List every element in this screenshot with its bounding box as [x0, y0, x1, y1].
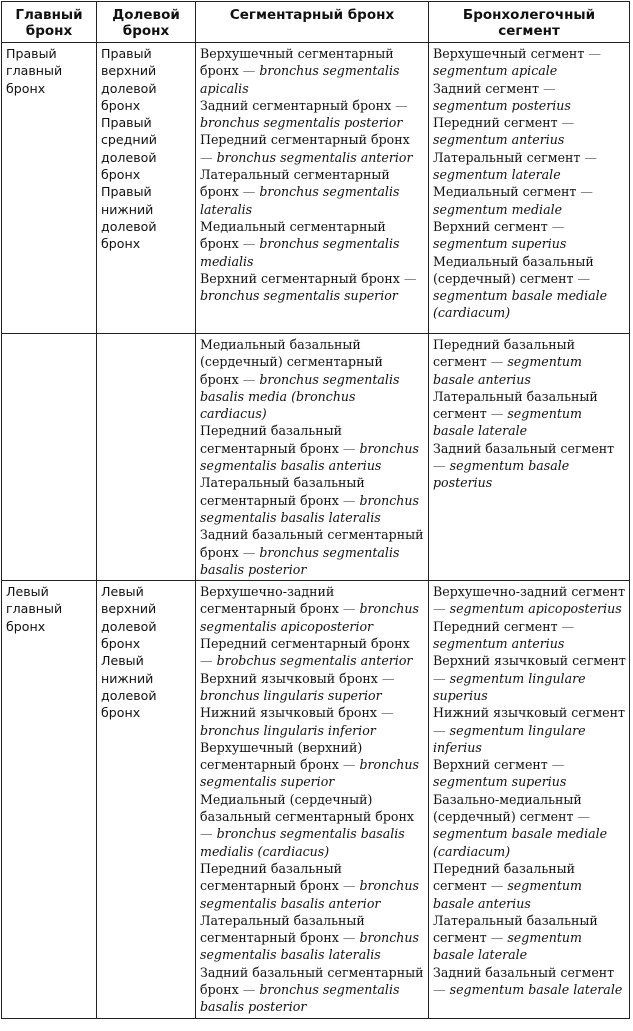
- table-body: [2, 43, 630, 1019]
- segmental-bronchus-cell: [196, 334, 429, 581]
- segment-item-ru: Задний базальный сегмент: [433, 964, 615, 980]
- segment-item-ru: Передний сегмент: [433, 618, 558, 634]
- segmental-bronchus-item-ru: Передний сегментарный бронх: [200, 132, 410, 148]
- segmental-bronchus-item: [200, 422, 425, 474]
- segmental-bronchus-item: [200, 964, 425, 1016]
- segment-item-ru: Латеральный базальный сегмент: [433, 388, 598, 422]
- lobar-bronchus-item: Левый нижний долевой бронх: [101, 653, 157, 721]
- segment-item-ru: Верхушечно-задний сегмент: [433, 584, 626, 600]
- dash-separator: —: [200, 149, 213, 165]
- lobar-bronchus-cell: [97, 334, 196, 581]
- segment-item-ru: Передний сегмент: [433, 115, 558, 131]
- segmental-bronchus-item-ru: Задний сегментарный бронх: [200, 97, 392, 113]
- main-bronchus-cell: Левый главный бронх: [2, 581, 97, 1018]
- segment-item-latin: segmentum superius: [433, 236, 567, 252]
- segment-item: [433, 440, 626, 492]
- segment-item-ru: Медиальный сегмент: [433, 184, 577, 200]
- segmental-bronchus-item-latin: bronchus segmentalis medialis: [200, 236, 400, 269]
- dash-separator: —: [200, 826, 213, 842]
- dash-separator: —: [490, 930, 504, 946]
- segment-item-latin: segmentum anterius: [433, 636, 565, 652]
- segmental-bronchus-item-latin: bronchus segmentalis basalis lateralis: [200, 930, 419, 963]
- segmental-bronchus-item-latin: bronchus segmentalis anterior: [216, 149, 413, 165]
- segmental-bronchus-item: [200, 97, 425, 132]
- segment-item: [433, 912, 626, 964]
- segment-item: [433, 756, 626, 791]
- segment-item-latin: segmentum basale mediale: [433, 288, 608, 304]
- segmental-bronchus-item-latin: brobchus segmentalis anterior: [216, 653, 413, 669]
- segment-item-latin: segmentum posterius: [433, 97, 571, 113]
- segment-item-ru: Медиальный базальный (сердечный) сегмент: [433, 253, 594, 286]
- segmental-bronchus-item-ru: Передний сегментарный бронх: [200, 636, 410, 652]
- segmental-bronchus-item: [200, 583, 425, 635]
- segment-item: [433, 860, 626, 912]
- dash-separator: —: [403, 270, 417, 286]
- segmental-bronchus-cell: [196, 43, 429, 334]
- segment-item-ru: Верхушечный сегмент: [433, 46, 585, 61]
- segmental-bronchus-item-latin: bronchus lingularis inferior: [200, 722, 376, 738]
- segment-item-latin: segmentum basale anterius: [433, 878, 582, 911]
- segmental-bronchus-item-latin: bronchus lingularis superior: [200, 687, 382, 703]
- dash-separator: —: [381, 670, 395, 686]
- header-bronchopulmonary-segment: Бронхолегочный сегмент: [429, 2, 630, 43]
- segmental-bronchus-item: [200, 670, 425, 705]
- dash-separator: —: [490, 354, 504, 370]
- segmental-bronchus-item-ru: Латеральный базальный сегментарный бронх: [200, 912, 365, 946]
- dash-separator: —: [577, 270, 591, 286]
- segmental-bronchus-item-latin: bronchus segmentalis lateralis: [200, 184, 400, 217]
- table-row: [2, 581, 630, 1018]
- segmental-bronchus-item-latin: bronchus segmentalis superior: [200, 757, 419, 790]
- segment-item-ru: Латеральный сегмент: [433, 149, 581, 165]
- lobar-bronchus-cell: [97, 581, 196, 1018]
- segment-item-latin: segmentum lingulare superius: [433, 670, 586, 703]
- segmental-bronchus-item: [200, 791, 425, 860]
- segment-item-latin: segmentum basale laterale: [433, 406, 582, 439]
- segmental-bronchus-item-ru: Верхний язычковый бронх: [200, 670, 378, 686]
- segment-item: [433, 652, 626, 704]
- segmental-bronchus-item: [200, 526, 425, 578]
- segmental-bronchus-item-latin: bronchus segmentalis basalis lateralis: [200, 492, 419, 525]
- dash-separator: —: [561, 115, 575, 131]
- segment-item-latin: segmentum anterius: [433, 132, 565, 148]
- table-header-row: [2, 2, 630, 43]
- header-lobar-bronchus: Долевой бронх: [97, 2, 196, 43]
- header-main-bronchus: Главный бронх: [2, 2, 97, 43]
- dash-separator: —: [395, 97, 408, 113]
- dash-separator: —: [433, 601, 446, 617]
- lobar-bronchus-item: Правый средний долевой бронх: [101, 115, 157, 183]
- dash-separator: —: [342, 878, 356, 894]
- segment-item: [433, 791, 626, 860]
- segment-item: [433, 218, 626, 253]
- segmental-bronchus-item-latin: bronchus segmentalis basalis anterius: [200, 440, 419, 474]
- segmental-bronchus-item-ru: Медиальный базальный (сердечный) сегментарный бронх: [200, 337, 383, 387]
- dash-separator: —: [342, 757, 356, 773]
- segmental-bronchus-item-latin: bronchus segmentalis basalis posterior: [200, 981, 400, 1015]
- segment-item: [433, 704, 626, 756]
- lobar-bronchus-cell: [97, 43, 196, 334]
- segmental-bronchus-item: [200, 635, 425, 670]
- segmental-bronchus-item: [200, 860, 425, 912]
- segmental-bronchus-item: [200, 704, 425, 739]
- lobar-bronchus-item: Левый верхний долевой бронх: [101, 584, 157, 652]
- dash-separator: —: [588, 46, 601, 61]
- segment-item-latin: segmentum basale posterius: [433, 458, 570, 491]
- segmental-bronchus-item-ru: Задний базальный сегментарный бронх: [200, 527, 424, 560]
- segmental-bronchus-item-ru: Верхний сегментарный бронх: [200, 270, 400, 286]
- segment-item-ru: Базально-медиальный (сердечный) сегмент: [433, 791, 582, 825]
- segmental-bronchus-item-ru: Медиальный (сердечный) базальный сегментарный бронх: [200, 791, 414, 825]
- segmental-bronchus-item-ru: Нижний язычковый бронх: [200, 705, 377, 721]
- dash-separator: —: [242, 981, 256, 997]
- segment-item: [433, 583, 626, 618]
- segmental-bronchus-item: [200, 131, 425, 166]
- dash-separator: —: [342, 440, 356, 456]
- segmental-bronchus-item-ru: Медиальный сегментарный бронх: [200, 218, 386, 252]
- segment-item-ru: Задний сегмент: [433, 80, 540, 96]
- segmental-bronchus-item-latin: bronchus segmentalis basalis posterior: [200, 544, 400, 577]
- segmental-bronchus-item-latin: bronchus segmentalis posterior: [200, 115, 403, 131]
- bronchi-table: [1, 1, 630, 1019]
- segment-item-latin: segmentum basale laterale: [449, 981, 623, 997]
- segment-item-latin: segmentum lingulare inferius: [433, 722, 586, 755]
- main-bronchus-cell: [2, 334, 97, 581]
- segmental-bronchus-item-ru: Задний базальный сегментарный бронх: [200, 964, 424, 997]
- segment-item: [433, 183, 626, 218]
- segment-item: [433, 253, 626, 322]
- segment-item-ru: Верхний язычковый сегмент: [433, 653, 626, 669]
- segment-item: [433, 45, 626, 80]
- segment-item-latin: segmentum mediale: [433, 201, 563, 217]
- dash-separator: —: [561, 618, 575, 634]
- segment-item: [433, 149, 626, 184]
- segment-item-latin: segmentum apicoposterius: [449, 601, 622, 617]
- dash-separator: —: [433, 458, 446, 474]
- bronchopulmonary-segment-cell: [429, 581, 630, 1018]
- segment-item-ru: Задний базальный сегмент: [433, 440, 615, 456]
- dash-separator: —: [242, 544, 256, 560]
- segmental-bronchus-item-ru: Латеральный сегментарный бронх: [200, 167, 390, 200]
- bronchopulmonary-segment-cell: [429, 43, 630, 334]
- dash-separator: —: [433, 670, 446, 686]
- segmental-bronchus-item-latin-note: (bronchus cardiacus): [200, 388, 356, 422]
- segment-item-latin-note: (cardiacum): [433, 305, 511, 321]
- dash-separator: —: [584, 149, 598, 165]
- dash-separator: —: [490, 406, 504, 422]
- document-page: [1, 1, 632, 1027]
- segmental-bronchus-item-ru: Верхушечный (верхний) сегментарный бронх: [200, 739, 363, 773]
- dash-separator: —: [543, 80, 556, 96]
- segment-item: [433, 336, 626, 388]
- dash-separator: —: [381, 705, 394, 721]
- segment-item: [433, 618, 626, 653]
- dash-separator: —: [433, 981, 446, 997]
- segmental-bronchus-item-latin-note: (cardiacus): [257, 843, 330, 859]
- segmental-bronchus-item-latin: bronchus segmentalis superior: [200, 288, 398, 304]
- segment-item-ru: Латеральный базальный сегмент: [433, 912, 598, 946]
- segmental-bronchus-item: [200, 336, 425, 422]
- segment-item: [433, 80, 626, 115]
- segment-item: [433, 114, 626, 149]
- segmental-bronchus-item: [200, 912, 425, 964]
- dash-separator: —: [342, 492, 356, 508]
- dash-separator: —: [551, 757, 565, 773]
- segment-item-ru: Верхний сегмент: [433, 218, 548, 234]
- lobar-bronchus-item: Правый верхний долевой бронх: [101, 46, 157, 113]
- segmental-bronchus-cell: [196, 581, 429, 1018]
- dash-separator: —: [242, 371, 256, 387]
- segment-item-ru: Нижний язычковый сегмент: [433, 705, 625, 721]
- segment-item-latin-note: (cardiacum): [433, 843, 511, 859]
- segmental-bronchus-item-ru: Передний базальный сегментарный бронх: [200, 860, 343, 894]
- main-bronchus-cell: Правый главный бронх: [2, 43, 97, 334]
- dash-separator: —: [342, 930, 356, 946]
- segmental-bronchus-item: [200, 739, 425, 791]
- segment-item-ru: Передний базальный сегмент: [433, 860, 576, 894]
- segment-item-ru: Передний базальный сегмент: [433, 337, 576, 370]
- dash-separator: —: [490, 878, 504, 894]
- dash-separator: —: [577, 809, 591, 825]
- segment-item: [433, 388, 626, 440]
- segmental-bronchus-item: [200, 474, 425, 526]
- segment-item: [433, 964, 626, 999]
- dash-separator: —: [242, 236, 256, 252]
- segmental-bronchus-item-latin: bronchus segmentalis basalis medialis: [200, 826, 405, 859]
- segment-item-latin: segmentum basale laterale: [433, 930, 582, 963]
- segmental-bronchus-item-latin: bronchus segmentalis basalis anterior: [200, 878, 419, 911]
- segmental-bronchus-item: [200, 270, 425, 305]
- segmental-bronchus-item-latin: bronchus segmentalis apicoposterior: [200, 601, 419, 634]
- dash-separator: —: [551, 218, 565, 234]
- segmental-bronchus-item-ru: Передний базальный сегментарный бронх: [200, 423, 343, 456]
- segmental-bronchus-item-ru: Верхушечно-задний сегментарный бронх: [200, 584, 339, 617]
- segmental-bronchus-item-latin: bronchus segmentalis basalis media: [200, 371, 400, 404]
- table-row: [2, 334, 630, 581]
- segment-item-latin: segmentum basale anterius: [433, 354, 582, 387]
- segmental-bronchus-item-ru: Латеральный базальный сегментарный бронх: [200, 475, 365, 508]
- segment-item-latin: segmentum superius: [433, 774, 567, 790]
- bronchopulmonary-segment-cell: [429, 334, 630, 581]
- dash-separator: —: [342, 601, 356, 617]
- segmental-bronchus-item: [200, 166, 425, 218]
- dash-separator: —: [433, 722, 446, 738]
- dash-separator: —: [242, 184, 256, 200]
- dash-separator: —: [580, 184, 593, 200]
- segmental-bronchus-item: [200, 45, 425, 97]
- dash-separator: —: [242, 63, 256, 79]
- segment-item-ru: Верхний сегмент: [433, 757, 548, 773]
- segment-item-latin: segmentum basale mediale: [433, 826, 608, 842]
- segmental-bronchus-item: [200, 218, 425, 270]
- dash-separator: —: [200, 653, 213, 669]
- segment-item-latin: segmentum laterale: [433, 167, 561, 183]
- table-row: [2, 43, 630, 334]
- header-segmental-bronchus: Сегментарный бронх: [196, 2, 429, 43]
- lobar-bronchus-item: Правый нижний долевой бронх: [101, 184, 157, 252]
- segmental-bronchus-item-latin: bronchus segmentalis apicalis: [200, 63, 400, 96]
- segmental-bronchus-item-ru: Верхушечный сегментарный бронх: [200, 46, 394, 79]
- segment-item-latin: segmentum apicale: [433, 63, 558, 79]
